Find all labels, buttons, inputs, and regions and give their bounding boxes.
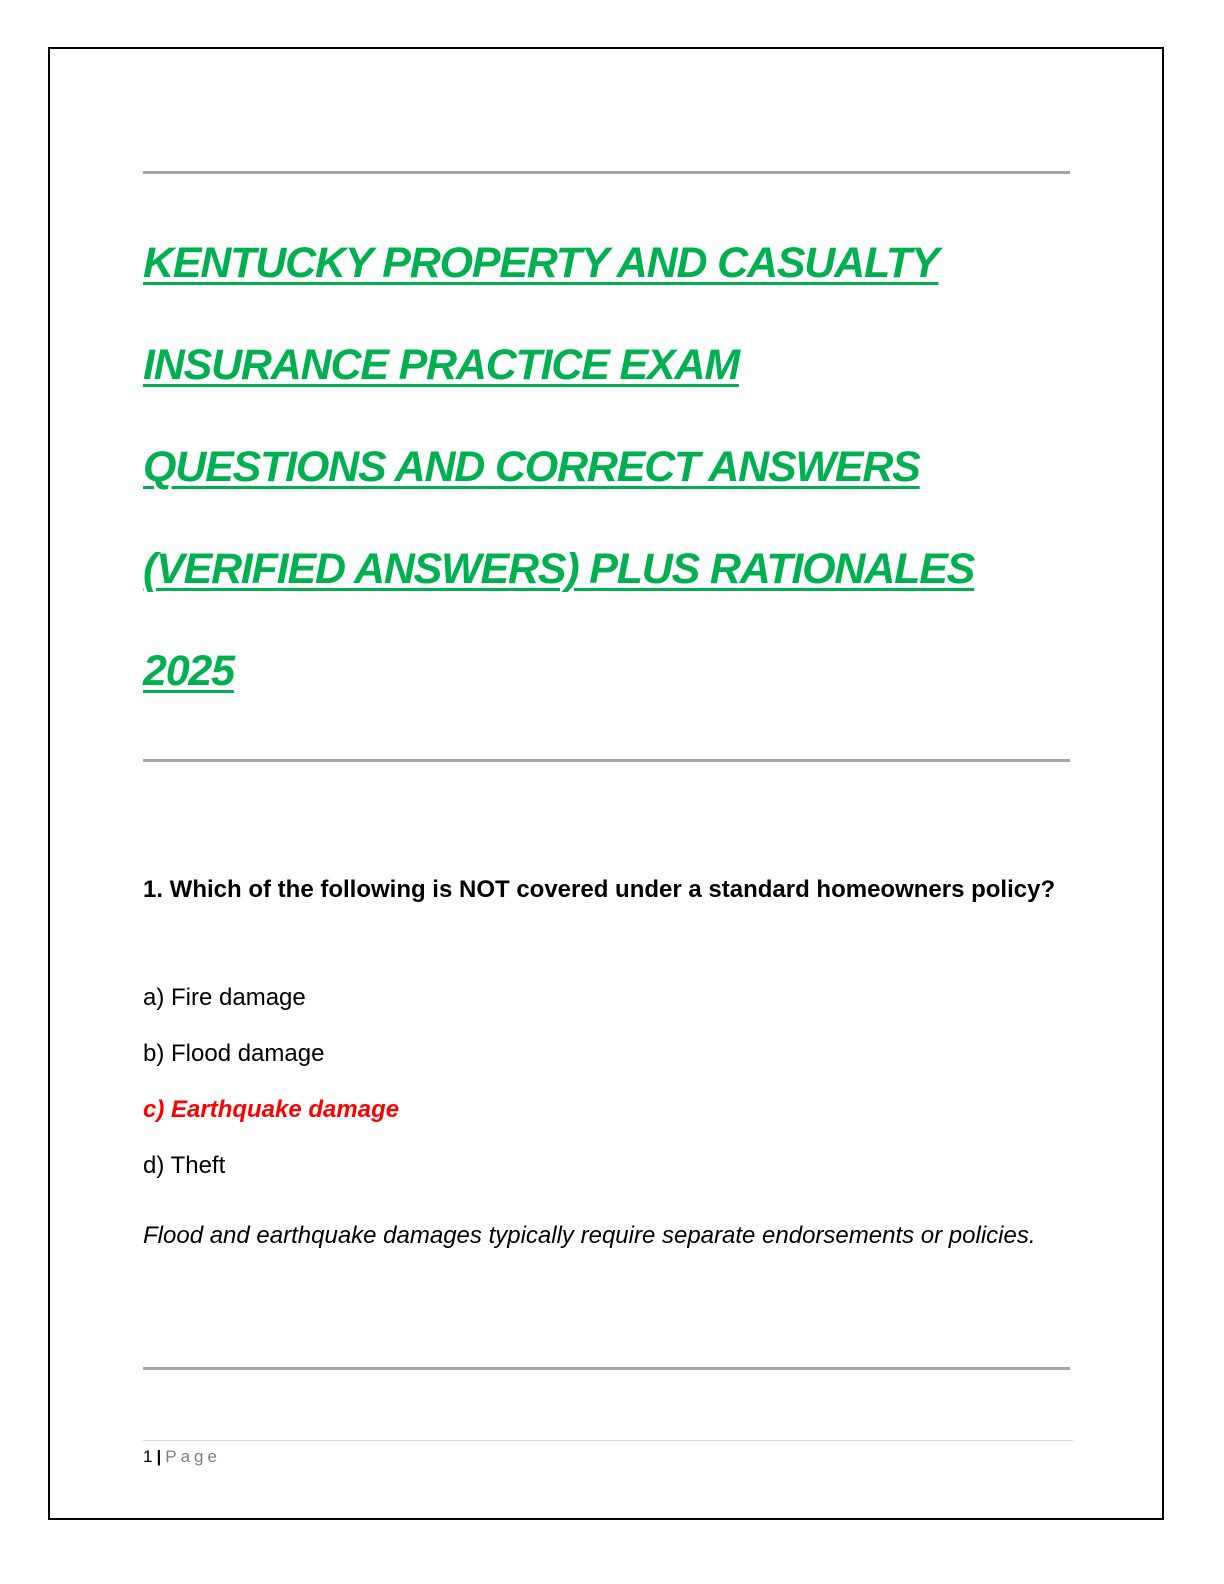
page-number: 1 bbox=[143, 1447, 153, 1466]
title-line: INSURANCE PRACTICE EXAM bbox=[143, 341, 739, 389]
question-divider bbox=[143, 1367, 1070, 1370]
answer-option-d: d) Theft bbox=[143, 1152, 226, 1179]
correct-answer-option-c: c) Earthquake damage bbox=[143, 1096, 400, 1123]
page-label: Page bbox=[165, 1447, 221, 1466]
top-divider bbox=[143, 171, 1070, 174]
answer-option-a: a) Fire damage bbox=[143, 984, 306, 1011]
title-line: 2025 bbox=[143, 647, 234, 695]
title-line: (VERIFIED ANSWERS) PLUS RATIONALES bbox=[143, 545, 975, 593]
question-text: 1. Which of the following is NOT covered under a standard homeowners policy? bbox=[143, 876, 1056, 903]
title-divider bbox=[143, 759, 1070, 762]
footer-divider bbox=[143, 1440, 1073, 1441]
answer-rationale: Flood and earthquake damages typically require separate endorsements or policies. bbox=[143, 1222, 1036, 1249]
page-footer bbox=[143, 1447, 221, 1467]
title-line: KENTUCKY PROPERTY AND CASUALTY bbox=[143, 239, 939, 287]
footer-separator: | bbox=[156, 1447, 162, 1466]
answer-option-b: b) Flood damage bbox=[143, 1040, 325, 1067]
title-line: QUESTIONS AND CORRECT ANSWERS bbox=[143, 443, 920, 491]
document-title bbox=[143, 212, 1083, 722]
